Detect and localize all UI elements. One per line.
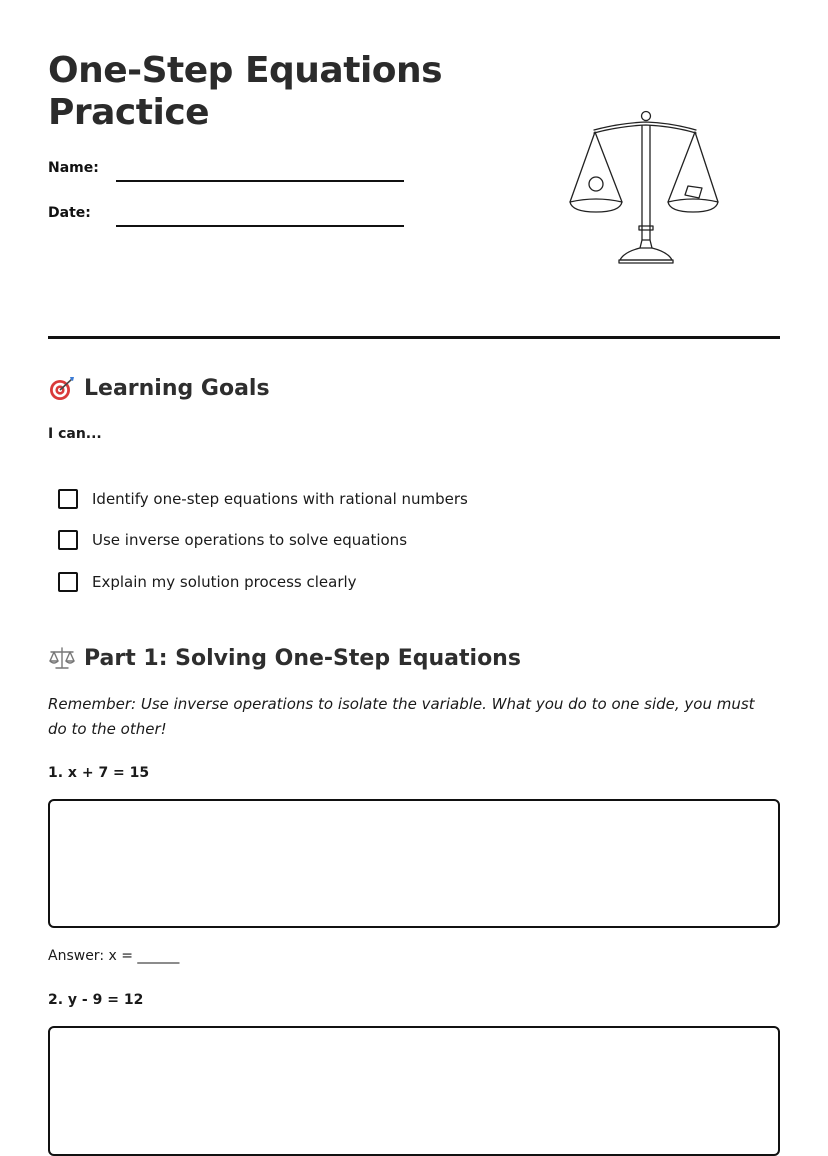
header-divider [48,336,780,339]
problem-1-label: 1. x + 7 = 15 [48,765,150,781]
goal-checkbox-3[interactable] [58,572,78,592]
goal-item-1[interactable] [58,489,468,509]
goal-item-2[interactable] [58,530,407,550]
problem-1-answer: Answer: x = ______ [48,948,180,964]
problem-2-work-box[interactable] [48,1026,780,1156]
goal-item-3[interactable] [58,572,357,592]
date-line[interactable] [116,225,404,227]
date-label: Date: [48,205,91,221]
part1-title: Part 1: Solving One-Step Equations [84,645,521,671]
part1-heading [48,644,521,672]
balance-scale-icon [48,644,76,672]
problem-1-work-box[interactable] [48,799,780,928]
goal-label-3: Explain my solution process clearly [92,573,357,591]
title-line-2: Practice [48,92,210,133]
learning-goals-heading [48,374,270,402]
i-can-label: I can... [48,426,102,442]
name-line[interactable] [116,180,404,182]
problem-2-label: 2. y - 9 = 12 [48,992,144,1008]
instructions-text: Remember: Use inverse operations to isolate the variable. What you do to one side, you must do to the other! [48,695,755,738]
balance-scale-icon [568,106,728,268]
learning-goals-title: Learning Goals [84,375,270,401]
goal-checkbox-1[interactable] [58,489,78,509]
title-line-1: One-Step Equations [48,50,443,91]
name-label: Name: [48,160,99,176]
target-icon [48,374,76,402]
page-title [48,50,468,134]
goal-label-2: Use inverse operations to solve equations [92,531,408,549]
goal-checkbox-2[interactable] [58,530,78,550]
goal-label-1: Identify one-step equations with rational numbers [92,490,468,508]
